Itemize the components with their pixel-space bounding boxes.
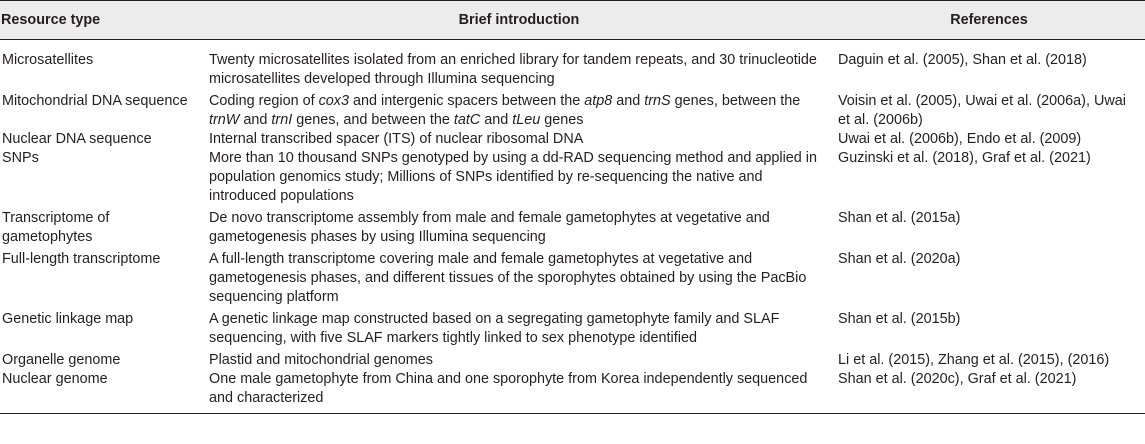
references-cell: Voisin et al. (2005), Uwai et al. (2006a), Uwai et al. (2006b)	[838, 93, 1126, 128]
resource-type-cell: Full-length transcriptome	[2, 251, 161, 267]
references-cell: Daguin et al. (2005), Shan et al. (2018)	[838, 52, 1087, 68]
references-cell: Uwai et al. (2006b), Endo et al. (2009)	[838, 131, 1082, 147]
gene-name: tatC	[453, 112, 481, 128]
resource-type-cell: Nuclear genome	[0, 370, 205, 414]
gene-name: trnS	[644, 93, 671, 109]
references-cell: Guzinski et al. (2018), Graf et al. (2021)	[838, 150, 1091, 166]
header-resource-type: Resource type	[0, 1, 205, 40]
resource-type-cell: Microsatellites	[2, 52, 94, 68]
gene-name: trnI	[271, 112, 293, 128]
references-cell: Shan et al. (2015b)	[838, 311, 961, 327]
header-row	[0, 1, 1145, 40]
intro-text: genes, and between the	[292, 112, 454, 128]
table-body	[0, 40, 1145, 414]
introduction-cell: A genetic linkage map constructed based on a segregating gametophyte family and SLAF sequencing, with five SLAF markers tightly linked to sex phenotype identified	[209, 311, 780, 346]
table-row	[0, 348, 1145, 370]
intro-text: and intergenic spacers between the	[349, 93, 585, 109]
table-row	[0, 130, 1145, 149]
header-brief-introduction: Brief introduction	[205, 1, 833, 40]
references-cell: Li et al. (2015), Zhang et al. (2015), (2016)	[838, 352, 1110, 368]
introduction-cell: A full-length transcriptome covering male and female gametophytes at vegetative and gametogenesis phases, and different tissues of the sporophytes obtained by using the PacBio sequencing platform	[209, 251, 807, 305]
introduction-cell: One male gametophyte from China and one sporophyte from Korea independently sequenced and characterized	[205, 370, 833, 414]
table-row	[0, 40, 1145, 90]
gene-name: tLeu	[512, 112, 541, 128]
table-row	[0, 247, 1145, 307]
introduction-cell: De novo transcriptome assembly from male and female gametophytes at vegetative and gametogenesis phases by using Illumina sequencing	[209, 210, 770, 245]
table-row	[0, 307, 1145, 348]
introduction-cell: Internal transcribed spacer (ITS) of nuclear ribosomal DNA	[209, 131, 584, 147]
introduction-cell	[205, 89, 833, 130]
references-cell: Shan et al. (2020c), Graf et al. (2021)	[833, 370, 1145, 414]
resource-type-cell: SNPs	[2, 150, 39, 166]
resource-type-cell: Nuclear DNA sequence	[2, 131, 152, 147]
table-row	[0, 206, 1145, 247]
resource-type-cell: Transcriptome of gametophytes	[2, 210, 110, 245]
introduction-cell: More than 10 thousand SNPs genotyped by using a dd-RAD sequencing method and applied in population genomics study; Millions of SNPs identified by re-sequencing the native and introduced populations	[209, 150, 818, 204]
resource-type-cell: Genetic linkage map	[2, 311, 134, 327]
intro-text: Coding region of	[209, 93, 319, 109]
intro-text: and	[239, 112, 272, 128]
introduction-cell: Twenty microsatellites isolated from an enriched library for tandem repeats, and 30 trinucleotide microsatellites developed through Illumina sequencing	[209, 52, 817, 87]
references-cell: Shan et al. (2015a)	[838, 210, 961, 226]
resource-type-cell: Organelle genome	[2, 352, 121, 368]
references-cell: Shan et al. (2020a)	[838, 251, 961, 267]
table-row	[0, 149, 1145, 206]
introduction-cell: Plastid and mitochondrial genomes	[209, 352, 433, 368]
resource-type-cell: Mitochondrial DNA sequence	[2, 93, 188, 109]
table-row	[0, 370, 1145, 414]
intro-text: genes, between the	[670, 93, 801, 109]
intro-text: and	[480, 112, 513, 128]
gene-name: atp8	[584, 93, 613, 109]
header-references: References	[833, 1, 1145, 40]
gene-name: trnW	[209, 112, 240, 128]
table-header	[0, 1, 1145, 40]
intro-text: and	[612, 93, 645, 109]
intro-text: genes	[540, 112, 584, 128]
table-row	[0, 89, 1145, 130]
gene-name: cox3	[318, 93, 350, 109]
